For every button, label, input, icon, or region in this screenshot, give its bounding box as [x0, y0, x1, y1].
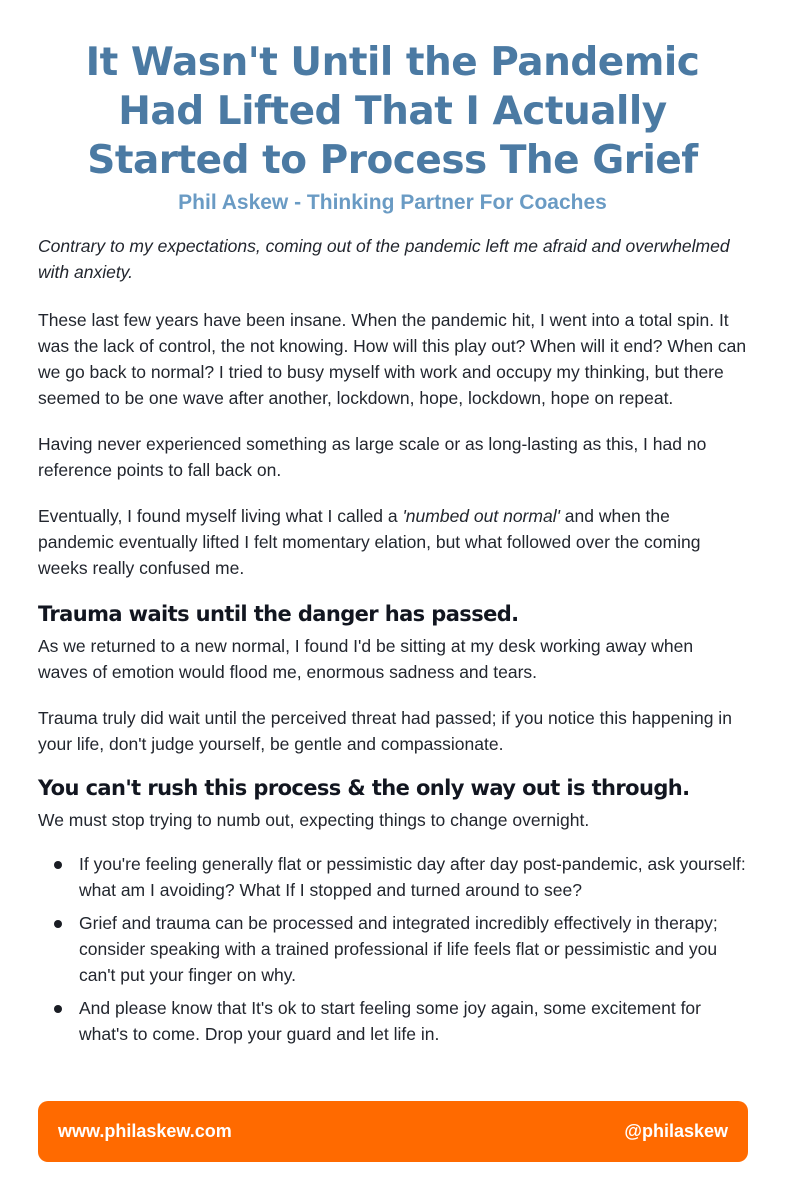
bullet-list	[38, 851, 747, 1047]
body-paragraph-2: Having never experienced something as large scale or as long-lasting as this, I had no reference points to fall back on.	[38, 434, 707, 480]
intro-paragraph: Contrary to my expectations, coming out of the pandemic left me afraid and overwhelmed with anxiety.	[38, 236, 730, 282]
list-item	[38, 910, 747, 988]
paragraph-3-text-start: Eventually, I found myself living what I called a	[38, 506, 403, 526]
list-item	[38, 851, 747, 903]
section-1-paragraph-2: Trauma truly did wait until the perceived threat had passed; if you notice this happening in your life, don't judge yourself, be gentle and compassionate.	[38, 708, 732, 754]
section-1-heading: Trauma waits until the danger has passed.	[38, 602, 519, 626]
paragraph-3-text-end: and when the pandemic eventually lifted I felt momentary elation, but what followed over the coming weeks really confused me.	[38, 506, 701, 578]
bullet-dot-icon	[54, 1005, 62, 1013]
author-subtitle: Phil Askew - Thinking Partner For Coaches	[178, 191, 607, 214]
bullet-dot-icon	[54, 861, 62, 869]
bullet-dot-icon	[54, 920, 62, 928]
body-paragraph-3	[38, 503, 747, 581]
section-2-heading: You can't rush this process & the only way out is through.	[38, 776, 690, 800]
list-item-text: If you're feeling generally flat or pessimistic day after day post-pandemic, ask yourself: what am I avoiding? What If I stopped and turned around to see?	[79, 854, 746, 900]
section-2-paragraph: We must stop trying to numb out, expecting things to change overnight.	[38, 810, 590, 830]
page-title: It Wasn't Until the Pandemic Had Lifted That I Actually Started to Process The Grief	[85, 40, 700, 183]
social-handle[interactable]: @philaskew	[624, 1121, 728, 1141]
website-link[interactable]: www.philaskew.com	[58, 1121, 232, 1141]
list-item-text: Grief and trauma can be processed and integrated incredibly effectively in therapy; consider speaking with a trained professional if life feels flat or pessimistic and you can't put your finger on why.	[79, 913, 718, 985]
body-paragraph-1: These last few years have been insane. When the pandemic hit, I went into a total spin. It was the lack of control, the not knowing. How will this play out? When will it end? When can we go back to normal? I tried to busy myself with work and occupy my thinking, but there seemed to be one wave after another, lockdown, hope, lockdown, hope on repeat.	[38, 310, 747, 408]
section-1-paragraph-1: As we returned to a new normal, I found I'd be sitting at my desk working away when waves of emotion would flood me, enormous sadness and tears.	[38, 636, 694, 682]
list-item	[38, 995, 747, 1047]
footer-banner	[38, 1101, 748, 1162]
list-item-text: And please know that It's ok to start feeling some joy again, some excitement for what's to come. Drop your guard and let life in.	[79, 998, 701, 1044]
paragraph-3-emphasis: 'numbed out normal'	[402, 506, 560, 526]
